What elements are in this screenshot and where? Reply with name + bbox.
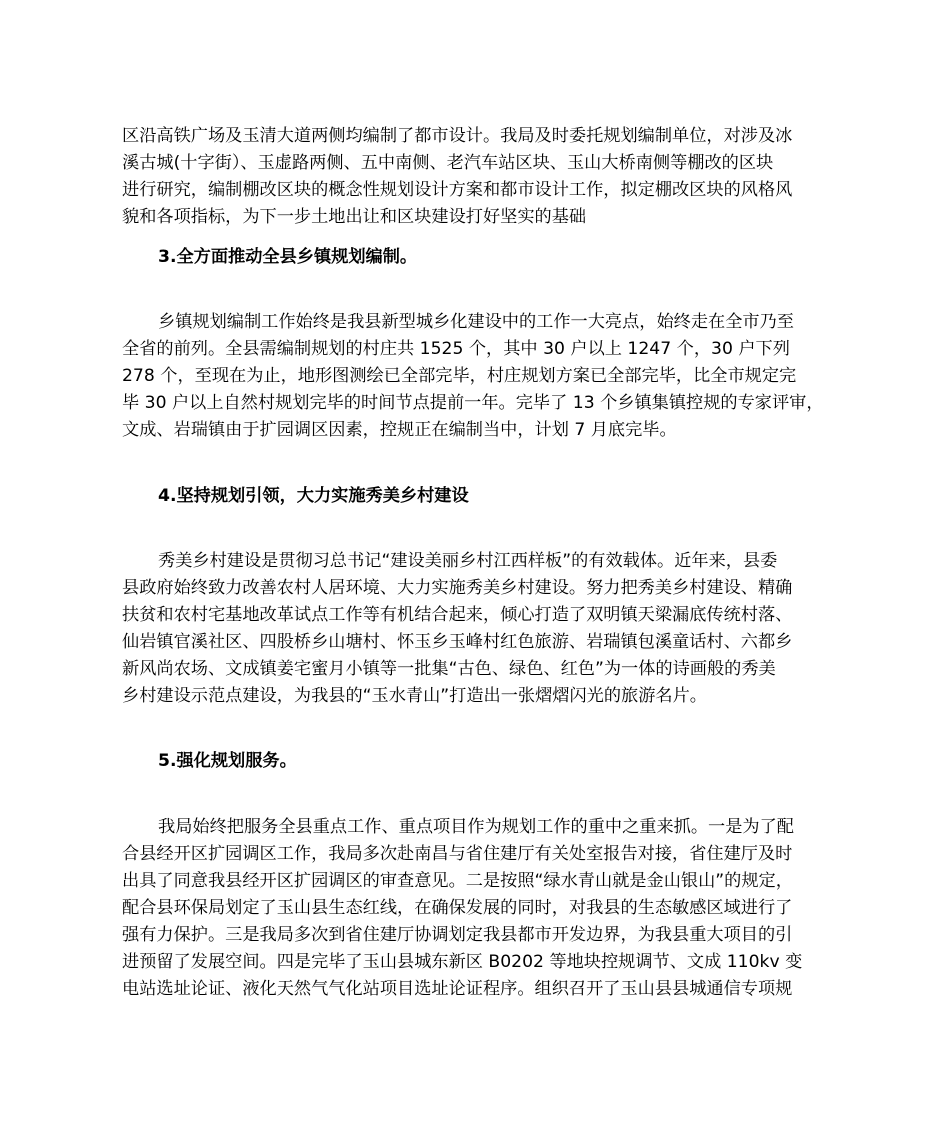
paragraph-line: 毕 30 户以上自然村规划完毕的时间节点提前一年。完毕了 13 个乡镇集镇控规的专家评审， <box>122 393 824 413</box>
paragraph-line: 县政府始终致力改善农村人居环境、大力实施秀美乡村建设。努力把秀美乡村建设、精确 <box>122 578 793 598</box>
section-heading-3: 3.全方面推动全县乡镇规划编制。 <box>158 247 418 267</box>
paragraph-line: 合县经开区扩园调区工作，我局多次赴南昌与省住建厅有关处室报告对接，省住建厅及时 <box>122 844 793 864</box>
paragraph-line: 新风尚农场、文成镇姜宅蜜月小镇等一批集“古色、绿色、红色”为一体的诗画般的秀美 <box>122 659 776 679</box>
paragraph-line: 貌和各项指标，为下一步土地出让和区块建设打好坚实的基础 <box>122 207 587 227</box>
section-heading-5: 5.强化规划服务。 <box>158 751 297 771</box>
paragraph-line: 强有力保护。三是我局多次到省住建厅协调划定我县都市开发边界，为我县重大项目的引 <box>122 925 793 945</box>
paragraph-line: 区沿高铁广场及玉清大道两侧均编制了都市设计。我局及时委托规划编制单位，对涉及冰 <box>122 126 793 146</box>
paragraph-line: 出具了同意我县经开区扩园调区的审查意见。二是按照“绿水青山就是金山银山”的规定， <box>122 871 793 891</box>
paragraph-line: 电站选址论证、液化天然气气化站项目选址论证程序。组织召开了玉山县县城通信专项规 <box>122 979 793 999</box>
paragraph-line: 扶贫和农村宅基地改革试点工作等有机结合起来，倾心打造了双明镇天梁漏底传统村落、 <box>122 605 793 625</box>
paragraph-line: 乡镇规划编制工作始终是我县新型城乡化建设中的工作一大亮点，始终走在全市乃至 <box>158 312 794 332</box>
paragraph-line: 文成、岩瑞镇由于扩园调区因素，控规正在编制当中，计划 7 月底完毕。 <box>122 420 677 440</box>
paragraph-line: 进行研究，编制棚改区块的概念性规划设计方案和都市设计工作，拟定棚改区块的风格风 <box>122 180 793 200</box>
section-heading-4: 4.坚持规划引领，大力实施秀美乡村建设 <box>158 486 469 506</box>
paragraph-line: 配合县环保局划定了玉山县生态红线，在确保发展的同时，对我县的生态敏感区域进行了 <box>122 898 793 918</box>
paragraph-line: 溪古城(十字街）、玉虚路两侧、五中南侧、老汽车站区块、玉山大桥南侧等棚改的区块 <box>122 153 774 173</box>
paragraph-line: 仙岩镇官溪社区、四股桥乡山塘村、怀玉乡玉峰村红色旅游、岩瑞镇包溪童话村、六都乡 <box>122 632 793 652</box>
paragraph-line: 秀美乡村建设是贯彻习总书记“建设美丽乡村江西样板”的有效载体。近年来，县委 <box>158 551 778 571</box>
paragraph-line: 乡村建设示范点建设，为我县的“玉水青山”打造出一张熠熠闪光的旅游名片。 <box>122 686 707 706</box>
paragraph-line: 进预留了发展空间。四是完毕了玉山县城东新区 B0202 等地块控规调节、文成 110kv 变 <box>122 952 803 972</box>
paragraph-line: 我局始终把服务全县重点工作、重点项目作为规划工作的重中之重来抓。一是为了配 <box>158 817 794 837</box>
paragraph-line: 278 个，至现在为止，地形图测绘已全部完毕，村庄规划方案已全部完毕，比全市规定完 <box>122 366 797 386</box>
paragraph-line: 全省的前列。全县需编制规划的村庄共 1525 个，其中 30 户以上 1247 个，30 户下列 <box>122 339 790 359</box>
